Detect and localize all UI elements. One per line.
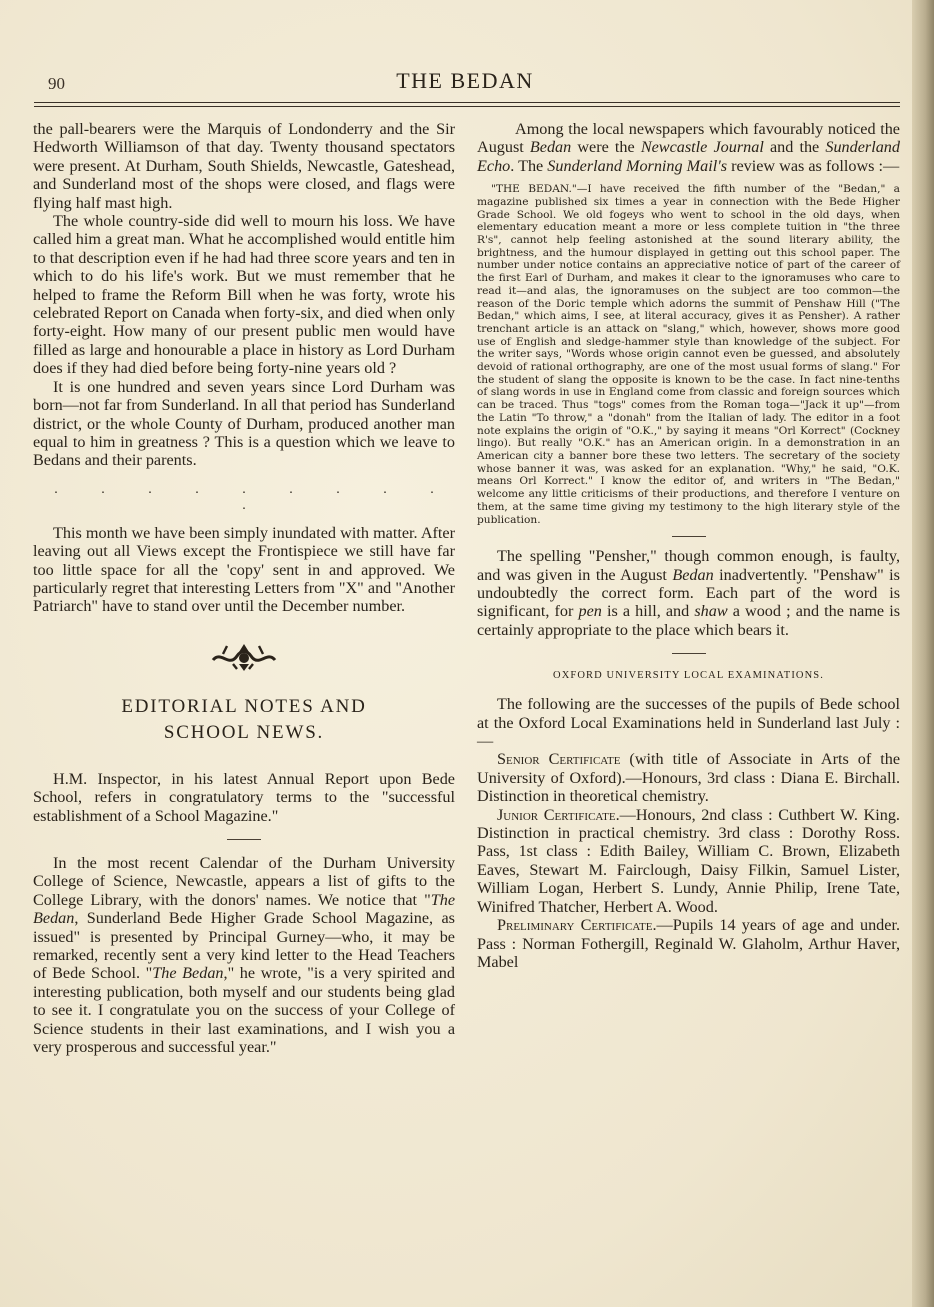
paragraph-hm-inspector: H.M. Inspector, in his latest Annual Report upon Bede School, refers in congratulatory terms to the "successful establishment of a School Magazine." bbox=[33, 769, 455, 825]
paragraph-one-hundred-years: It is one hundred and seven years since Lord Durham was born—not far from Sunderland. In all that period has Sunderland district, or the whole County of Durham, produced another man equal to him in greatness ? This is a question which we leave to Bedans and their parents. bbox=[33, 377, 455, 470]
paragraph-preliminary-certificate: Preliminary Certificate.—Pupils 14 years of age and under. Pass : Norman Fothergill, Reginald W. Glaholm, Arthur Haver, Mabel bbox=[477, 916, 901, 971]
left-column bbox=[33, 120, 455, 1056]
page-number: 90 bbox=[48, 74, 65, 93]
paragraph-junior-certificate: Junior Certificate.—Honours, 2nd class : Cuthbert W. King. Distinction in practical chemistry. 3rd class : Dorothy Ross. Pass, 1st class : Edith Bailey, William C. Brown, Elizabeth Eaves, Stewart M. Fairclough, Daisy Filkin, Samuel Lister, William Logan, Herbert S. Lundy, Annie Philip, Irene Tate, Winifred Thatcher, Herbert A. Wood. bbox=[477, 805, 900, 916]
heading-school-news: SCHOOL NEWS. bbox=[163, 721, 325, 743]
paragraph-following-successes: The following are the successes of the pupils of Bede school at the Oxford Local Examinations held in Sunderland last July :— bbox=[477, 695, 900, 751]
running-title: THE BEDAN bbox=[396, 68, 534, 93]
paragraph-calendar: In the most recent Calendar of the Durham University College of Science, Newcastle, appears a list of gifts to the College Library, with the donors' names. We notice that "The Bedan, Sunderland Bede Higher Grade School Magazine, as issued" is presented by Principal Gurney—who, it may be remarked, recently sent a very kind letter to the Head Teachers of Bede School. "The Bedan," he wrote, "is a very spirited and interesting publication, both myself and our students being glad to see it. I congratulate you on the success of your College of Science students in their last examinations, and I wish you a very prosperous and successful year." bbox=[33, 853, 455, 1057]
book-spine-shadow bbox=[912, 0, 934, 1307]
heading-editorial-notes: EDITORIAL NOTES AND bbox=[121, 695, 367, 717]
fleuron-ornament bbox=[209, 642, 279, 672]
paragraph-country-side: The whole country-side did well to mourn his loss. We have called him a great man. What he accomplished would entitle him to that description even if he had had three score years and ten in which to do his life's work. But we must remember that he helped to frame the Reform Bill when he was forty, wrote his celebrated Report on Canada when forty-six, and died when only forty-eight. How many of our present public men would have filled as large and honourable a place in history as Lord Durham does if they had died before being forty-nine years old ? bbox=[33, 212, 455, 378]
subheading-oxford-exams: OXFORD UNIVERSITY LOCAL EXAMINATIONS. bbox=[553, 670, 824, 682]
paragraph-local-newspapers: Among the local newspapers which favourably noticed the August Bedan were the Newcastle Journal and the Sunderland Echo. The Sunderland Morning Mail's review was as follows :— bbox=[477, 120, 900, 175]
section-dots: . . . . . . . . . . bbox=[54, 481, 454, 513]
paragraph-inundated: This month we have been simply inundated with matter. After leaving out all Views except the Frontispiece we still have far too little space for all the 'copy' sent in and approved. We particularly regret that interesting Letters from "X" and "Another Patriarch" have to stand over until the December number. bbox=[33, 523, 455, 616]
header-rule-thin bbox=[34, 106, 900, 107]
header-rule-thick bbox=[34, 102, 900, 103]
paragraph-senior-certificate: Senior Certificate (with title of Associate in Arts of the University of Oxford).—Honours, 3rd class : Diana E. Birchall. Distinction in theoretical chemistry. bbox=[477, 750, 901, 806]
quoted-review: "THE BEDAN."—I have received the fifth number of the "Bedan," a magazine published six times a year in connection with the Bede Higher Grade School. We old fogeys who went to school in the old days, when elementary education meant a more or less complete tuition in "the three R's", cannot help feeling astonished at the sound literary ability, the brightness, and the humour displayed in getting out this school paper. The number under notice contains an appreciative notice of part of the career of the first Earl of Durham, and makes it clear to the ignoramuses who care to read it—and alas, the ignoramuses on the subject are too common—the reason of the Doric temple which adorns the summit of Penshaw Hill ("The Bedan," which aims, I see, at literal accuracy, gives it as Pensher). A rather trenchant article is an attack on "slang," which, however, shows more good use of English and sledge-hammer style than knowledge of the subject. For the writer says, "Words whose origin cannot even be guessed, and absolutely devoid of rational orthography, are one of the most usual forms of slang." For the student of slang the opposite is known to be the case. In fact nine-tenths of slang words in use in England come from classic and foreign sources which can be traced. Thus "togs" comes from the Roman toga—"Jack it up"—from the Latin "To throw," a "donah" from the Italian of lady. The editor in a foot note explains the origin of "O.K.," by saying it means "Orl Korrect" (Cockney lingo). But really "O.K." has an American origin. In a demonstration in an American city a banner bore these two letters. The secretary of the society whose banner it was, was asked for an explanation. "Why," he said, "O.K. means Orl Korrect." I know the editor of, and writers in "The Bedan," welcome any little criticisms of their productions, and therefore I venture on them, at the same time giving my testimony to the high literary style of the publication. bbox=[477, 183, 900, 526]
paragraph-pall-bearers: the pall-bearers were the Marquis of Londonderry and the Sir Hedworth Williamson of that day. Twenty thousand spectators were present. At Durham, South Shields, Newcastle, Gateshead, and Sunderland most of the shops were closed, and flags were flying half mast high. bbox=[33, 120, 455, 212]
paragraph-pensher: The spelling "Pensher," though common enough, is faulty, and was given in the August Bedan inadvertently. "Penshaw" is undoubtedly the correct form. Each part of the word is significant, for pen is a hill, and shaw a wood ; and the name is certainly appropriate to the place which bears it. bbox=[477, 547, 900, 639]
page-header bbox=[30, 60, 900, 106]
right-column bbox=[477, 120, 900, 971]
